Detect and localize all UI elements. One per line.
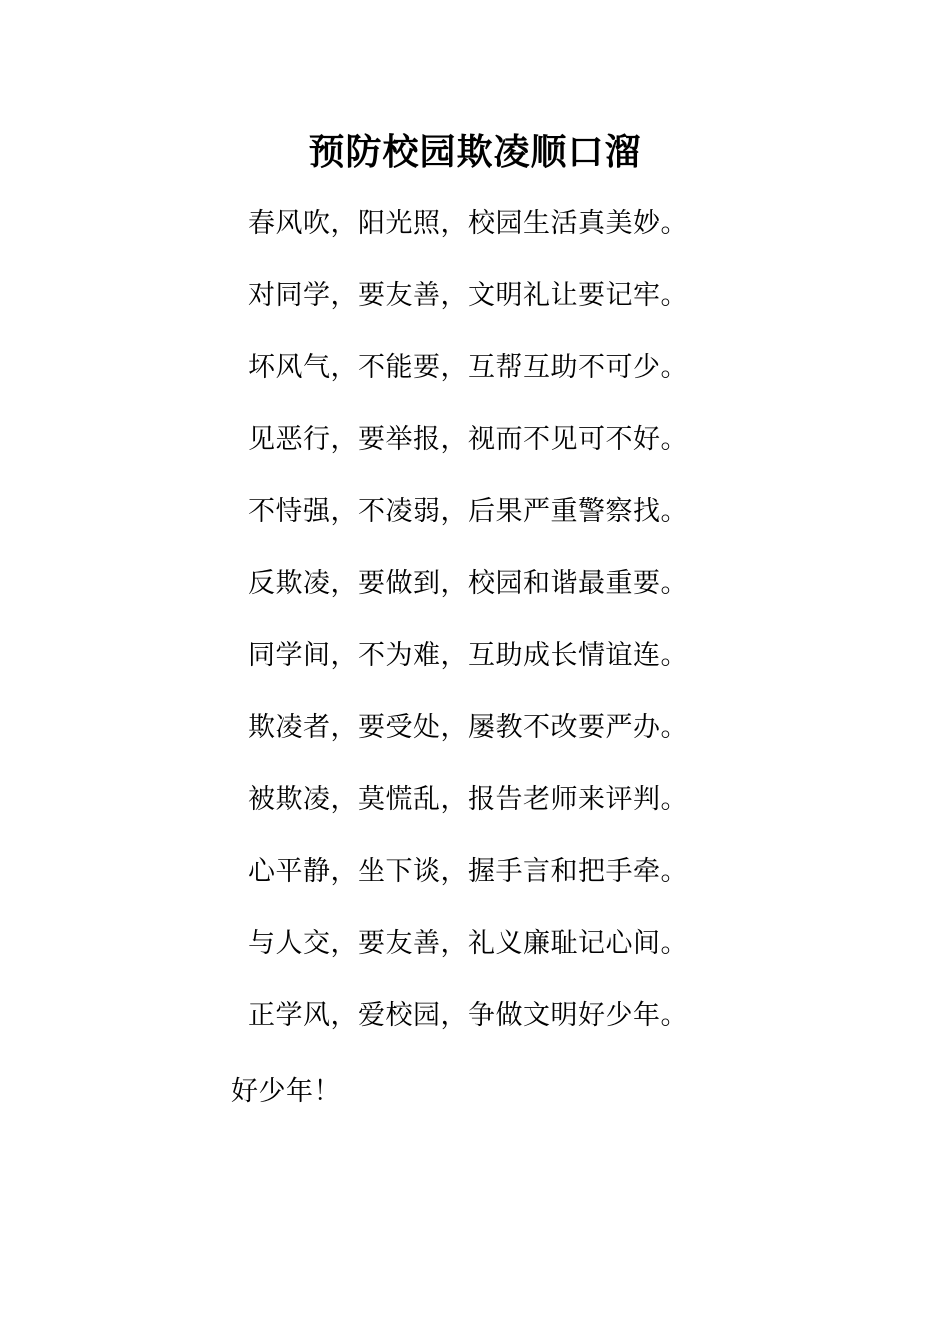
poem-line: 坏风气，不能要，互帮互助不可少。 bbox=[248, 352, 688, 383]
poem-line: 不恃强，不凌弱，后果严重警察找。 bbox=[248, 496, 688, 527]
poem-line: 对同学，要友善，文明礼让要记牢。 bbox=[248, 280, 688, 311]
poem-line: 春风吹，阳光照，校园生活真美妙。 bbox=[248, 208, 688, 239]
poem-line: 与人交，要友善，礼义廉耻记心间。 bbox=[248, 928, 688, 959]
document-title: 预防校园欺凌顺口溜 bbox=[308, 131, 642, 173]
closing-line: 好少年！ bbox=[231, 1076, 341, 1107]
poem-line: 正学风，爱校园，争做文明好少年。 bbox=[248, 1000, 688, 1031]
poem-line: 同学间，不为难，互助成长情谊连。 bbox=[248, 640, 688, 671]
poem-line: 见恶行，要举报，视而不见可不好。 bbox=[248, 424, 688, 455]
poem-line: 心平静，坐下谈，握手言和把手牵。 bbox=[248, 856, 688, 887]
poem-lines bbox=[248, 196, 688, 1060]
poem-line: 被欺凌，莫慌乱，报告老师来评判。 bbox=[248, 784, 688, 815]
poem-line: 欺凌者，要受处，屡教不改要严办。 bbox=[248, 712, 688, 743]
poem-line: 反欺凌，要做到，校园和谐最重要。 bbox=[248, 568, 688, 599]
